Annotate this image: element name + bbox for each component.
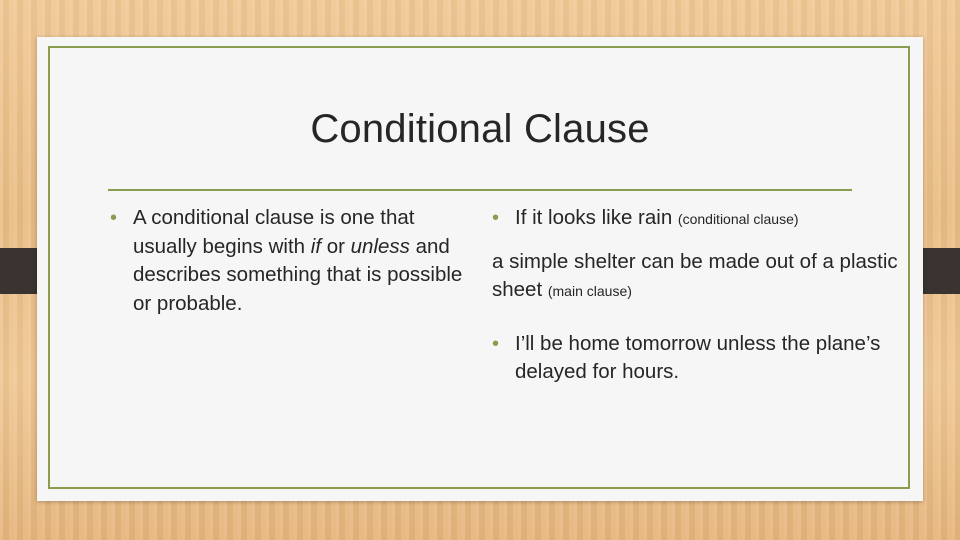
definition-prefix: A conditional clause is one that usually begins with [133, 206, 415, 258]
right-column [492, 204, 912, 387]
emphasis-unless: unless [350, 234, 410, 258]
left-column [110, 204, 480, 318]
bullet-item-example-1 [492, 204, 912, 234]
slide-title: Conditional Clause [310, 107, 650, 151]
main-clause-text: a simple shelter can be made out of a plastic sheet [492, 249, 898, 301]
slide-card [37, 37, 923, 501]
bullet-dot-icon: • [110, 207, 118, 229]
definition-mid: or [321, 234, 351, 258]
bullet-item-example-2 [492, 330, 912, 387]
main-clause-note: (main clause) [547, 283, 632, 299]
example-2-text: I’ll be home tomorrow unless the plane’s delayed for hours. [515, 331, 881, 383]
definition-suffix: and describes something that is possible or probable. [133, 234, 463, 315]
definition-text [133, 206, 462, 315]
example-1-note: (conditional clause) [677, 211, 799, 227]
bullet-dot-icon: • [492, 332, 500, 355]
bullet-item-definition [110, 204, 480, 318]
emphasis-if: if [310, 234, 322, 258]
example-1-text: If it looks like rain [515, 206, 678, 229]
bullet-dot-icon: • [492, 207, 500, 229]
title-divider [108, 189, 852, 191]
example-1-main-clause [492, 248, 912, 306]
